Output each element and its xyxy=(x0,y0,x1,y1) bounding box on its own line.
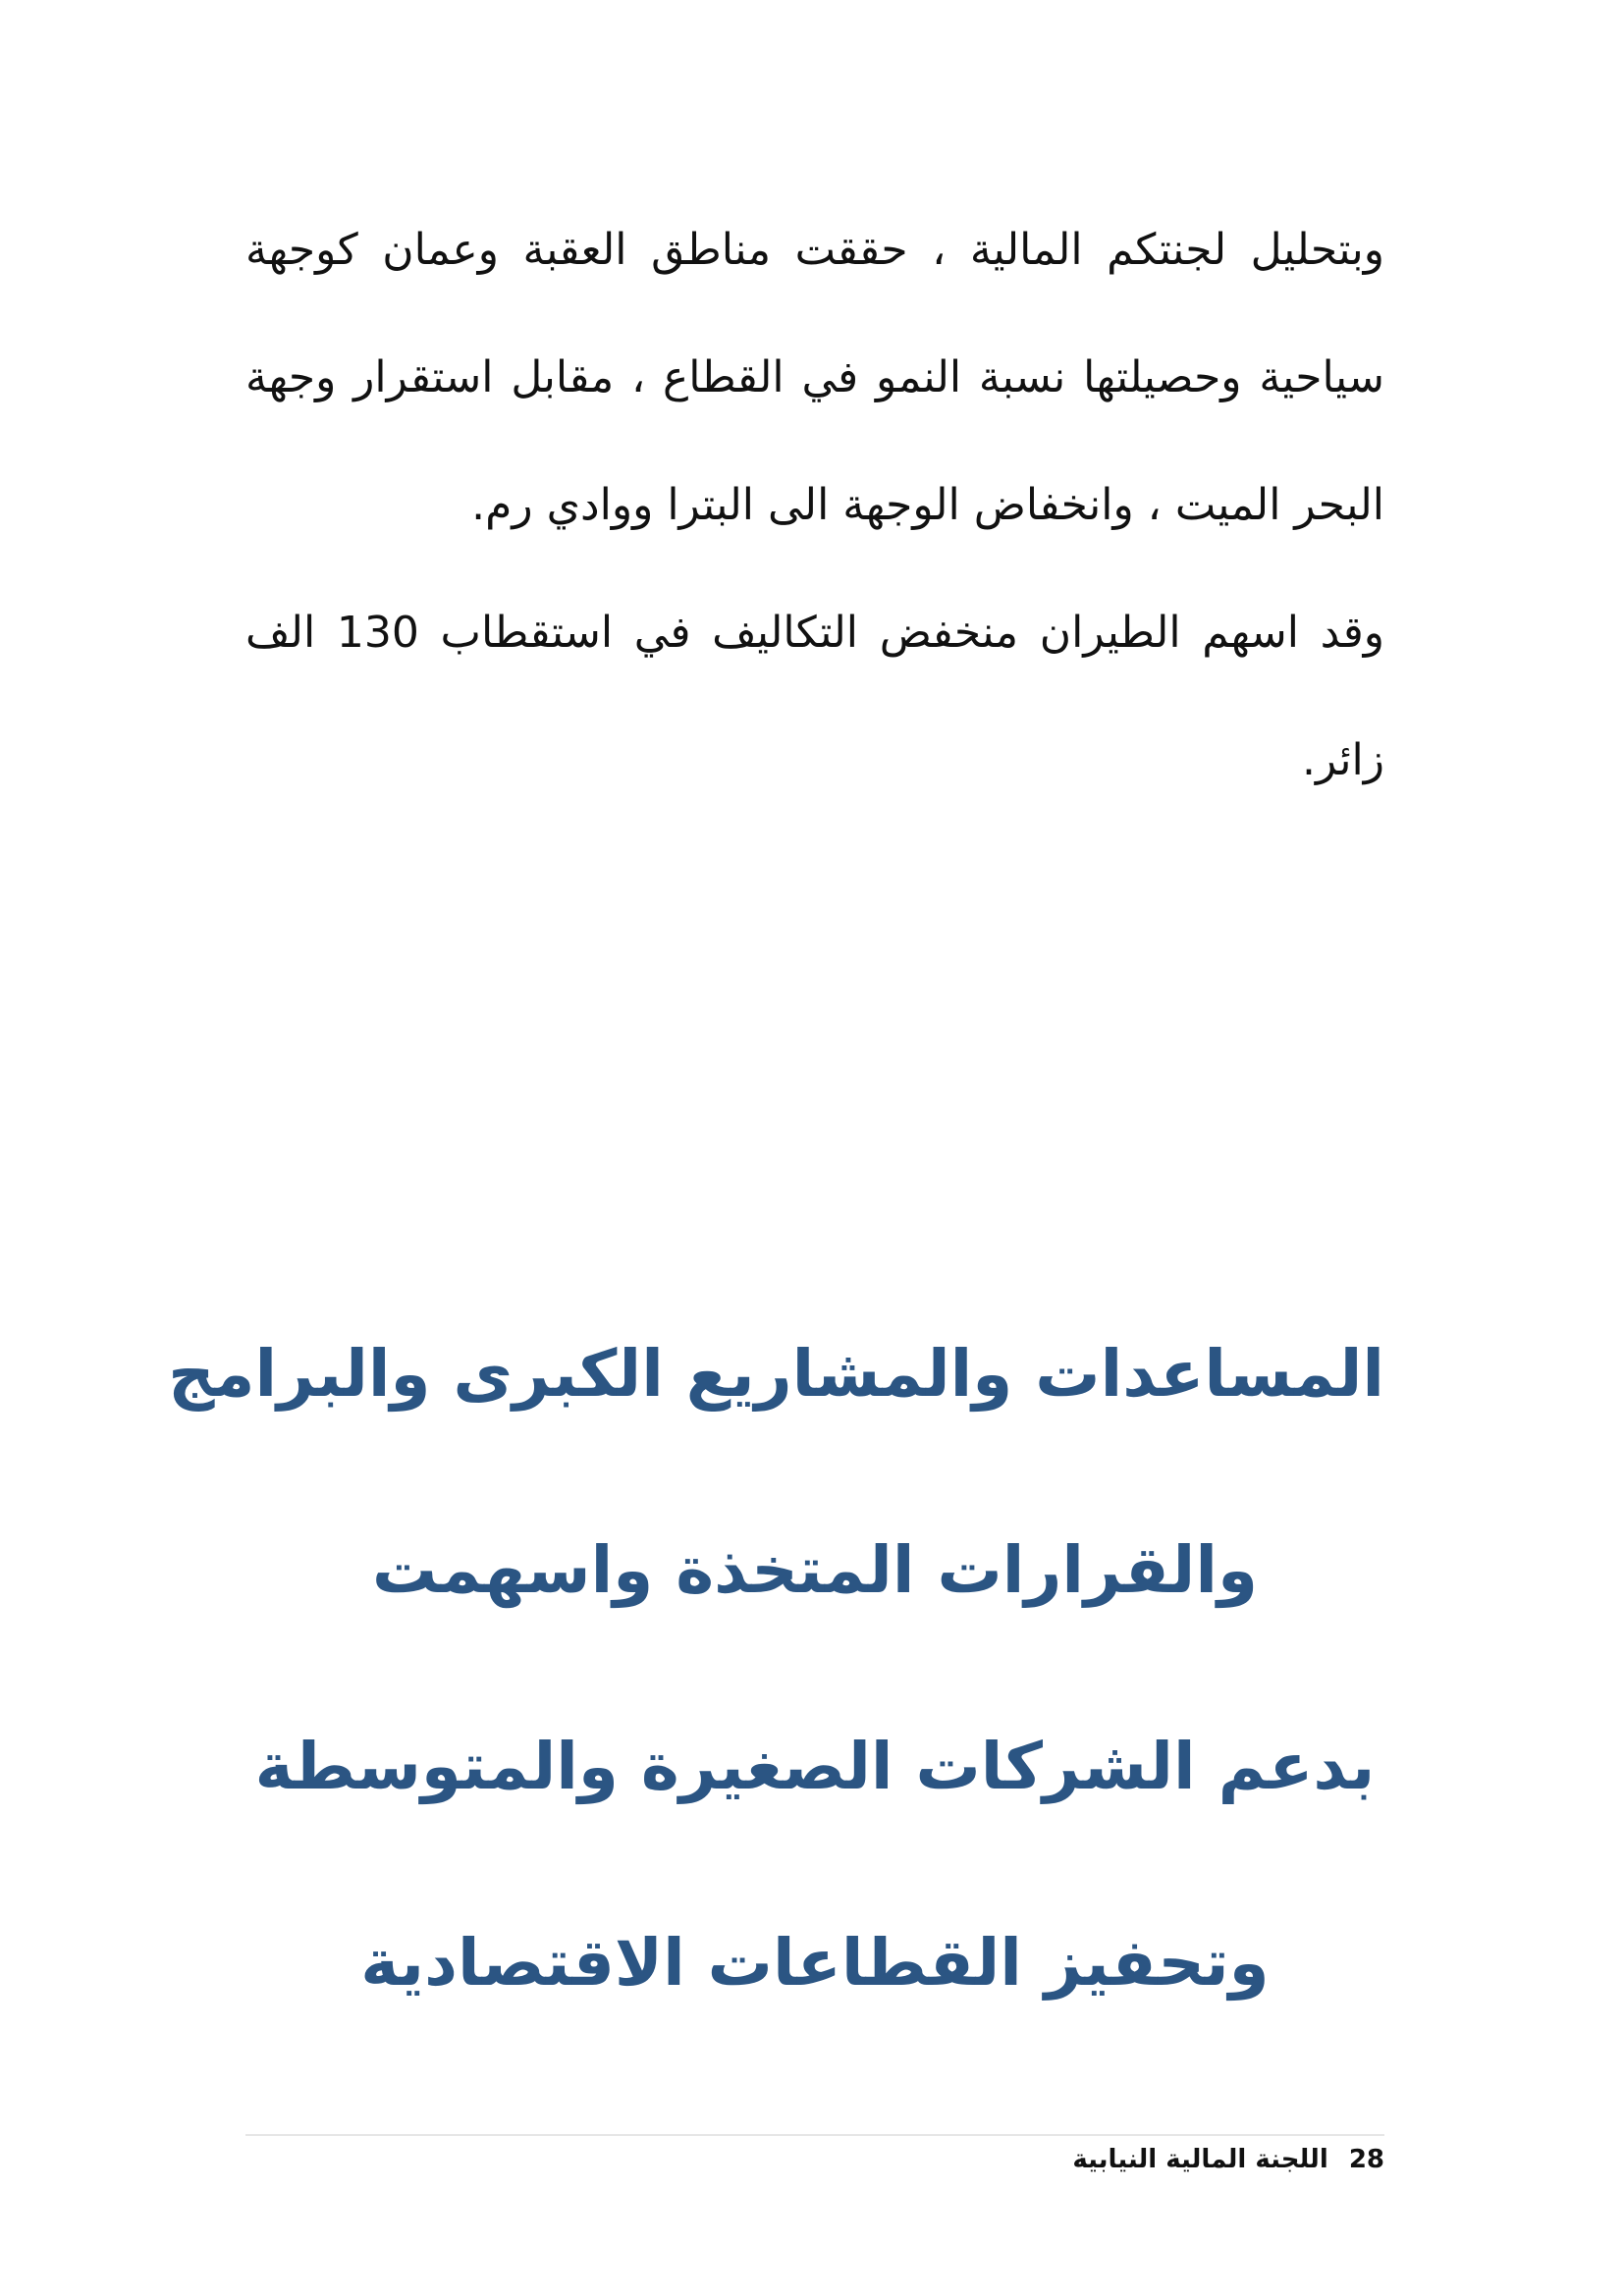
body-text xyxy=(245,187,1384,825)
headline-line: والقرارات المتخذة واسهمت xyxy=(372,1532,1258,1608)
paragraph: وبتحليل لجنتكم المالية ، حققت مناطق العقبة وعمان كوجهة سياحية وحصيلتها نسبة النمو في القطاع ، مقابل استقرار وجهة البحر الميت ، وانخفاض الوجهة الى البترا ووادي رم. xyxy=(245,225,1384,530)
footer-divider xyxy=(245,2134,1384,2136)
paragraph: وقد اسهم الطيران منخفض التكاليف في استقطاب 130 الف زائر. xyxy=(245,608,1385,785)
page-footer xyxy=(245,2140,1384,2179)
headline-line: بدعم الشركات الصغيرة والمتوسطة xyxy=(254,1729,1376,1804)
headline-line: وتحفيز القطاعات الاقتصادية xyxy=(360,1925,1270,2001)
headline-line: المساعدات والمشاريع الكبرى والبرامج xyxy=(168,1336,1384,1412)
section-headline xyxy=(168,1276,1384,2061)
footer-label: اللجنة المالية النيابية xyxy=(1072,2145,1328,2174)
page-number: 28 xyxy=(1348,2145,1384,2174)
